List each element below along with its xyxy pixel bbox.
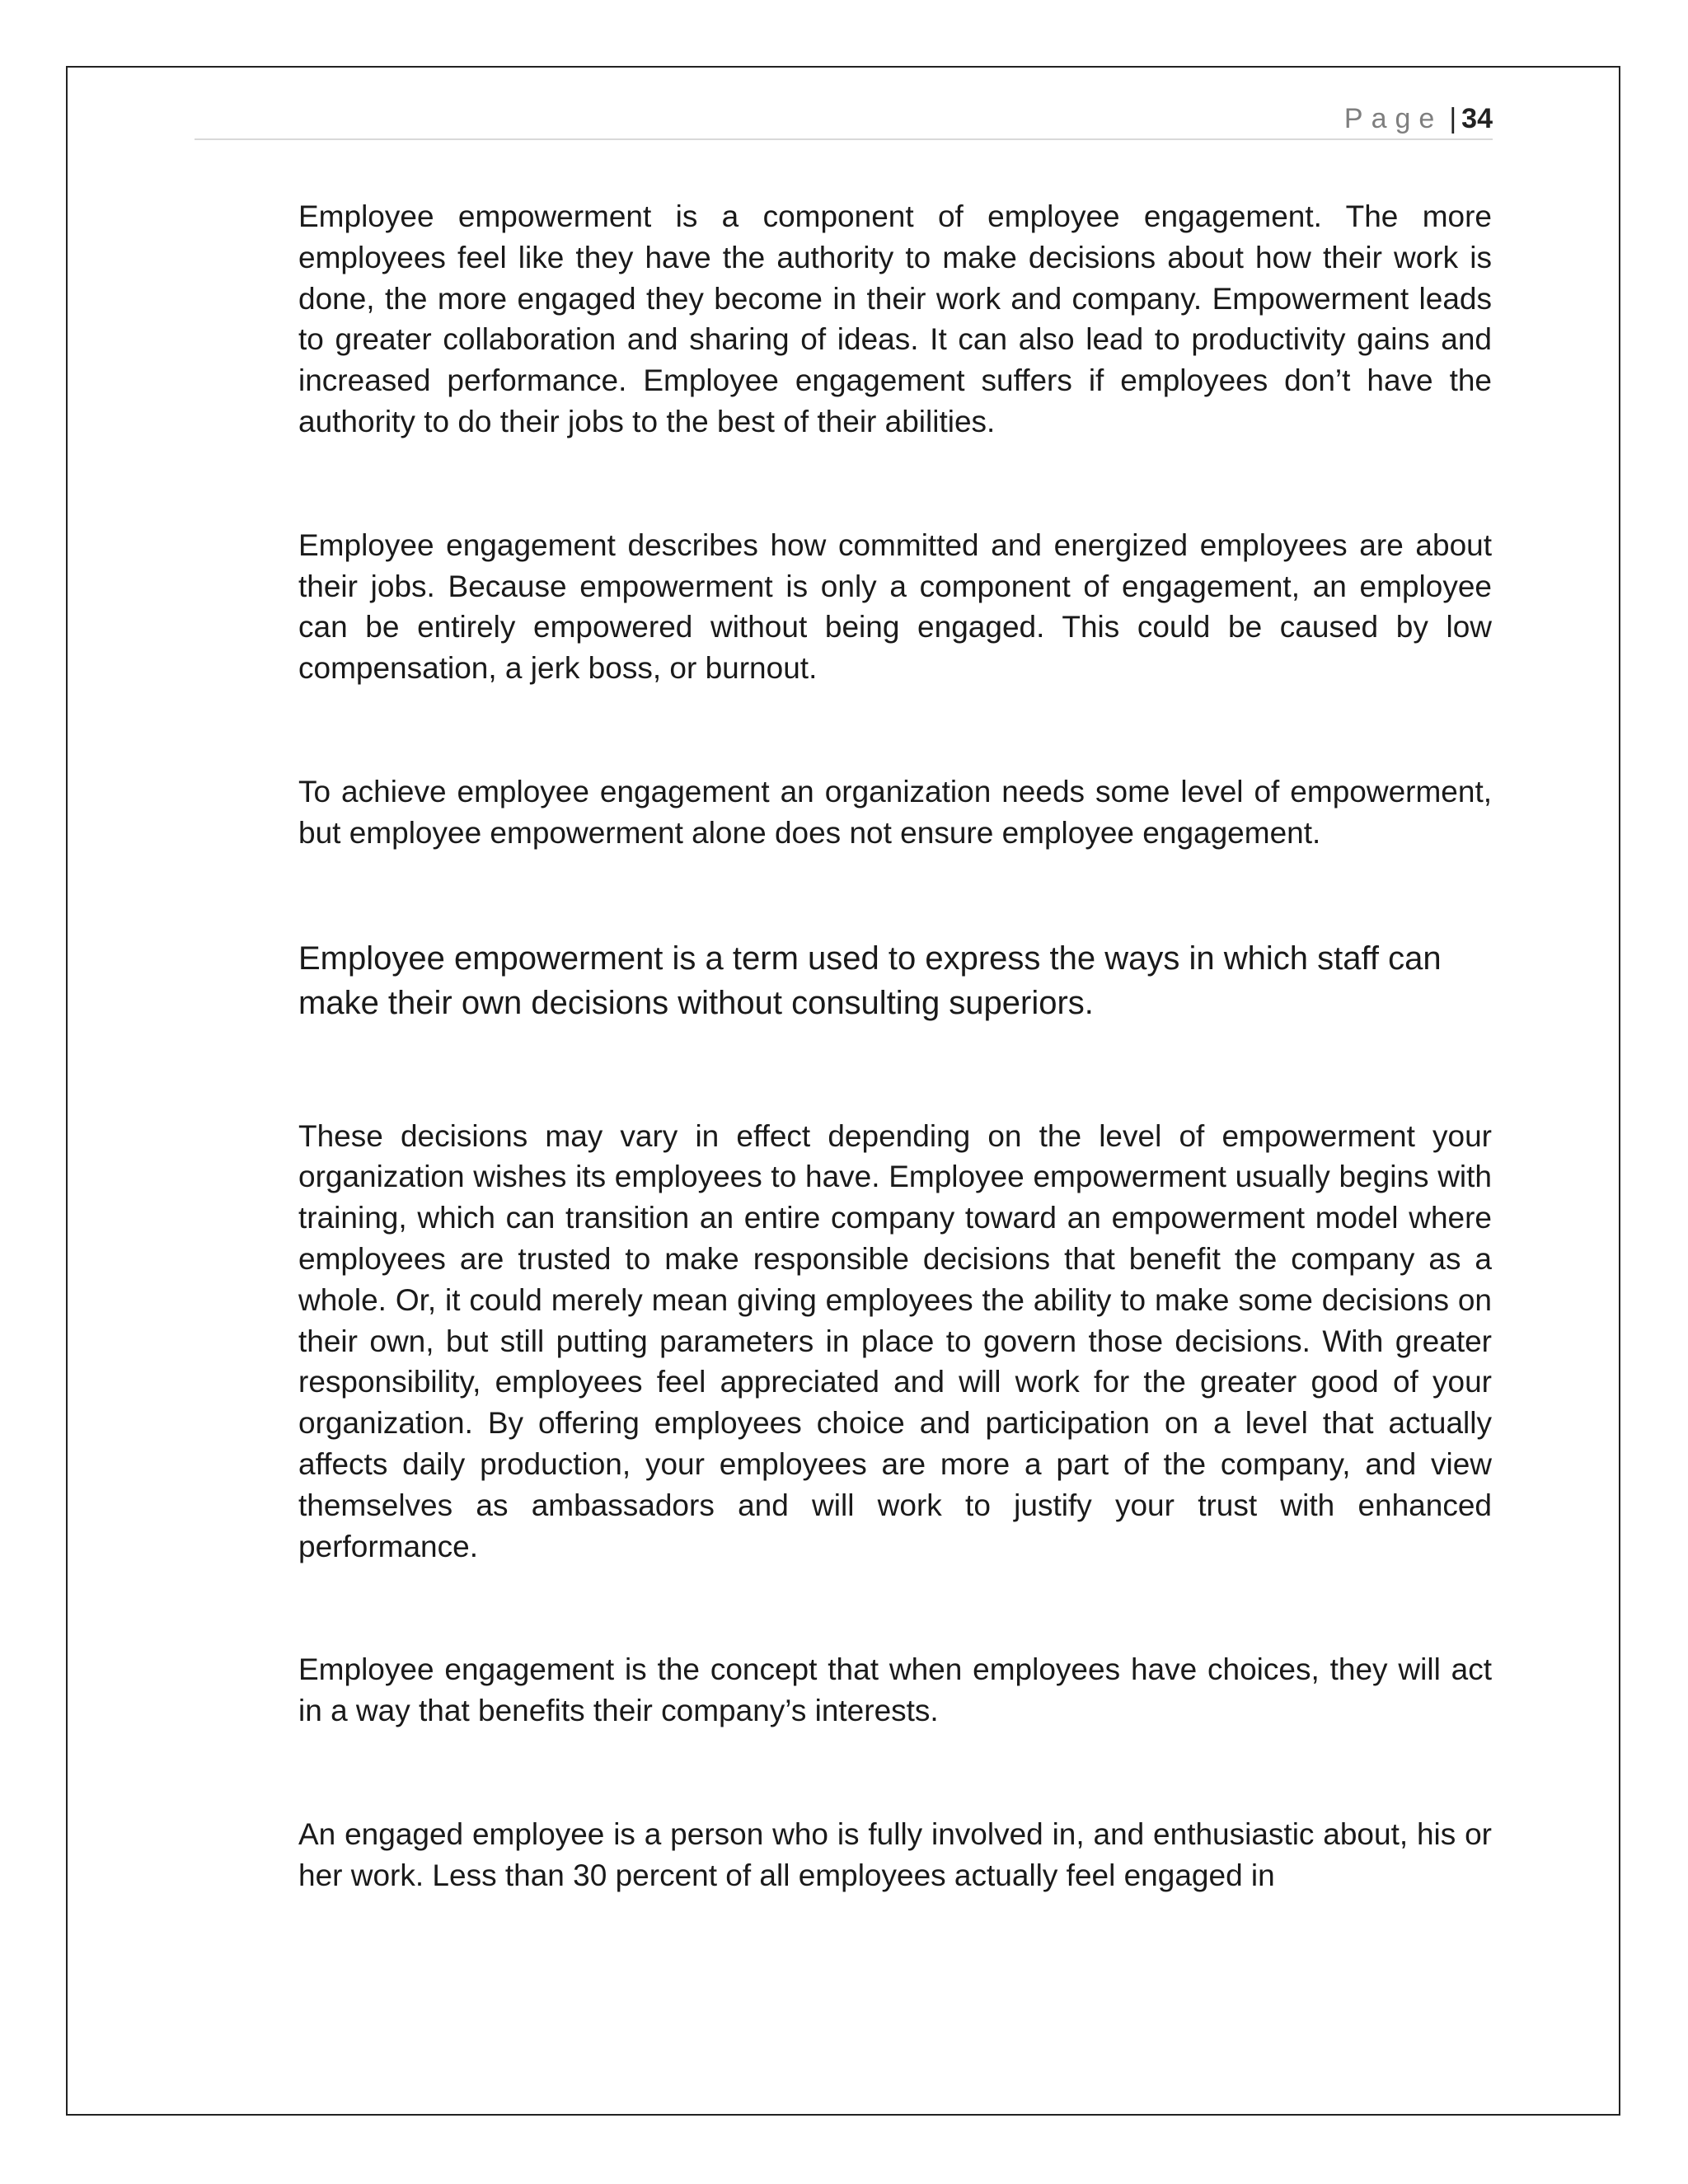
paragraph-4: Employee empowerment is a term used to express the ways in which staff can make their own decisions without consulting superiors. bbox=[298, 940, 1442, 1021]
paragraph-1: Employee empowerment is a component of employee engagement. The more employees feel like they have the authority to make decisions about how their work is done, the more engaged they become in their work and company. Empowerment leads to greater collaboration and sharing of ideas. It can also lead to productivity gains and increased performance. Employee engagement suffers if employees don’t have the authority to do their jobs to the best of their abilities. bbox=[298, 199, 1492, 438]
page-word: Page bbox=[1343, 103, 1443, 134]
paragraph-7: An engaged employee is a person who is fully involved in, and enthusiastic about, his or her work. Less than 30 percent of all employees actually feel engaged in bbox=[298, 1816, 1492, 1892]
page-number: 34 bbox=[1461, 103, 1493, 134]
paragraph-2: Employee engagement describes how committed and energized employees are about their jobs. Because empowerment is only a component of engagement, an employee can be entirely empowered without being engaged. This could be caused by low compensation, a jerk boss, or burnout. bbox=[298, 527, 1492, 686]
page-header bbox=[195, 97, 1493, 140]
document-body bbox=[298, 196, 1492, 1896]
page-number-label bbox=[1344, 102, 1493, 135]
page-separator: | bbox=[1449, 103, 1457, 134]
paragraph-5: These decisions may vary in effect depending on the level of empowerment your organization wishes its employees to have. Employee empowerment usually begins with training, which can transition an entire company toward an empowerment model where employees are trusted to make responsible decisions that benefit the company as a whole. Or, it could merely mean giving employees the ability to make some decisions on their own, but still putting parameters in place to govern those decisions. With greater responsibility, employees feel appreciated and will work for the greater good of your organization. By offering employees choice and participation on a level that actually affects daily production, your employees are more a part of the company, and view themselves as ambassadors and will work to justify your trust with enhanced performance. bbox=[298, 1118, 1492, 1563]
paragraph-6: Employee engagement is the concept that when employees have choices, they will act in a way that benefits their company’s interests. bbox=[298, 1652, 1492, 1728]
paragraph-3: To achieve employee engagement an organization needs some level of empowerment, but employee empowerment alone does not ensure employee engagement. bbox=[298, 774, 1492, 850]
